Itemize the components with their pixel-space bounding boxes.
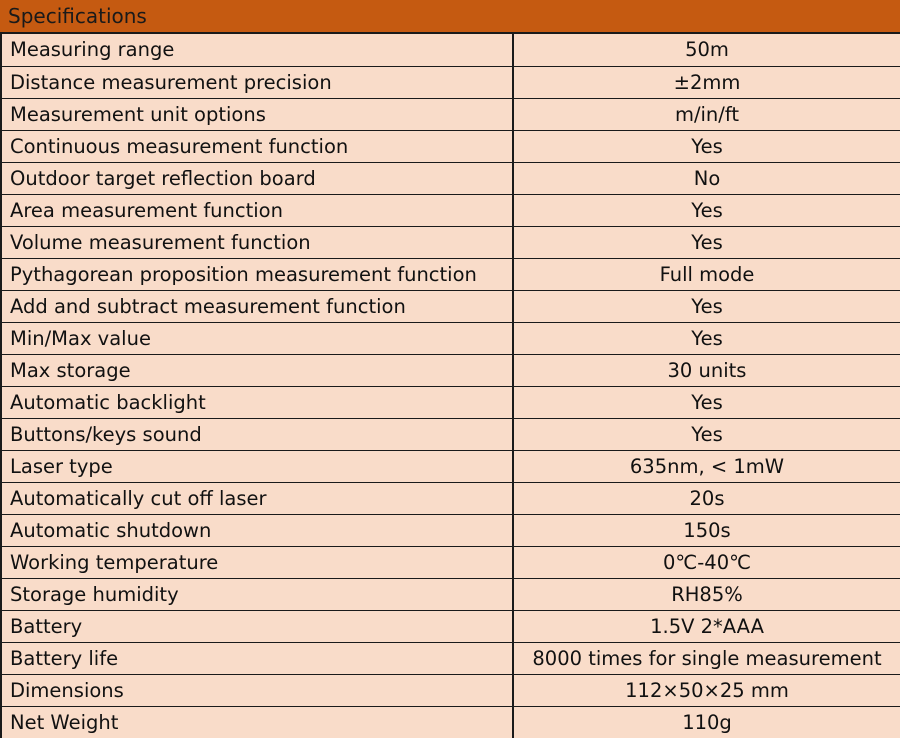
table-row (1, 450, 900, 482)
spec-value: 30 units (513, 354, 900, 386)
table-row (1, 226, 900, 258)
spec-value: 50m (513, 34, 900, 66)
spec-value: 20s (513, 482, 900, 514)
table-row (1, 546, 900, 578)
table-row (1, 386, 900, 418)
spec-label: Measuring range (1, 34, 513, 66)
table-row (1, 418, 900, 450)
spec-value: Yes (513, 386, 900, 418)
table-row (1, 194, 900, 226)
specifications-table (0, 34, 900, 738)
spec-value: 150s (513, 514, 900, 546)
table-row (1, 162, 900, 194)
spec-label: Pythagorean proposition measurement function (1, 258, 513, 290)
table-row (1, 578, 900, 610)
spec-value: No (513, 162, 900, 194)
spec-label: Working temperature (1, 546, 513, 578)
table-row (1, 258, 900, 290)
spec-value: 1.5V 2*AAA (513, 610, 900, 642)
table-row (1, 610, 900, 642)
spec-label: Area measurement function (1, 194, 513, 226)
spec-label: Max storage (1, 354, 513, 386)
table-row (1, 290, 900, 322)
spec-label: Distance measurement precision (1, 66, 513, 98)
spec-value: Yes (513, 194, 900, 226)
spec-value: Full mode (513, 258, 900, 290)
specifications-header: Specifications (0, 0, 900, 34)
spec-label: Net Weight (1, 706, 513, 738)
spec-value: m/in/ft (513, 98, 900, 130)
table-row (1, 130, 900, 162)
table-row (1, 322, 900, 354)
spec-label: Battery life (1, 642, 513, 674)
table-row (1, 514, 900, 546)
specifications-table-body (1, 34, 900, 738)
spec-label: Storage humidity (1, 578, 513, 610)
spec-value: Yes (513, 130, 900, 162)
table-row (1, 642, 900, 674)
spec-label: Min/Max value (1, 322, 513, 354)
spec-label: Automatic backlight (1, 386, 513, 418)
table-row (1, 34, 900, 66)
spec-label: Volume measurement function (1, 226, 513, 258)
table-row (1, 354, 900, 386)
spec-label: Add and subtract measurement function (1, 290, 513, 322)
table-row (1, 482, 900, 514)
spec-label: Dimensions (1, 674, 513, 706)
spec-value: Yes (513, 226, 900, 258)
table-row (1, 674, 900, 706)
spec-label: Laser type (1, 450, 513, 482)
table-row (1, 706, 900, 738)
table-row (1, 98, 900, 130)
spec-label: Automatic shutdown (1, 514, 513, 546)
spec-value: Yes (513, 418, 900, 450)
spec-value: 0℃-40℃ (513, 546, 900, 578)
spec-label: Buttons/keys sound (1, 418, 513, 450)
spec-value: Yes (513, 290, 900, 322)
spec-value: ±2mm (513, 66, 900, 98)
spec-label: Automatically cut off laser (1, 482, 513, 514)
spec-value: Yes (513, 322, 900, 354)
spec-label: Battery (1, 610, 513, 642)
spec-value: RH85% (513, 578, 900, 610)
spec-label: Continuous measurement function (1, 130, 513, 162)
spec-value: 110g (513, 706, 900, 738)
spec-label: Outdoor target reflection board (1, 162, 513, 194)
table-row (1, 66, 900, 98)
spec-value: 635nm, < 1mW (513, 450, 900, 482)
spec-label: Measurement unit options (1, 98, 513, 130)
spec-value: 112×50×25 mm (513, 674, 900, 706)
spec-value: 8000 times for single measurement (513, 642, 900, 674)
